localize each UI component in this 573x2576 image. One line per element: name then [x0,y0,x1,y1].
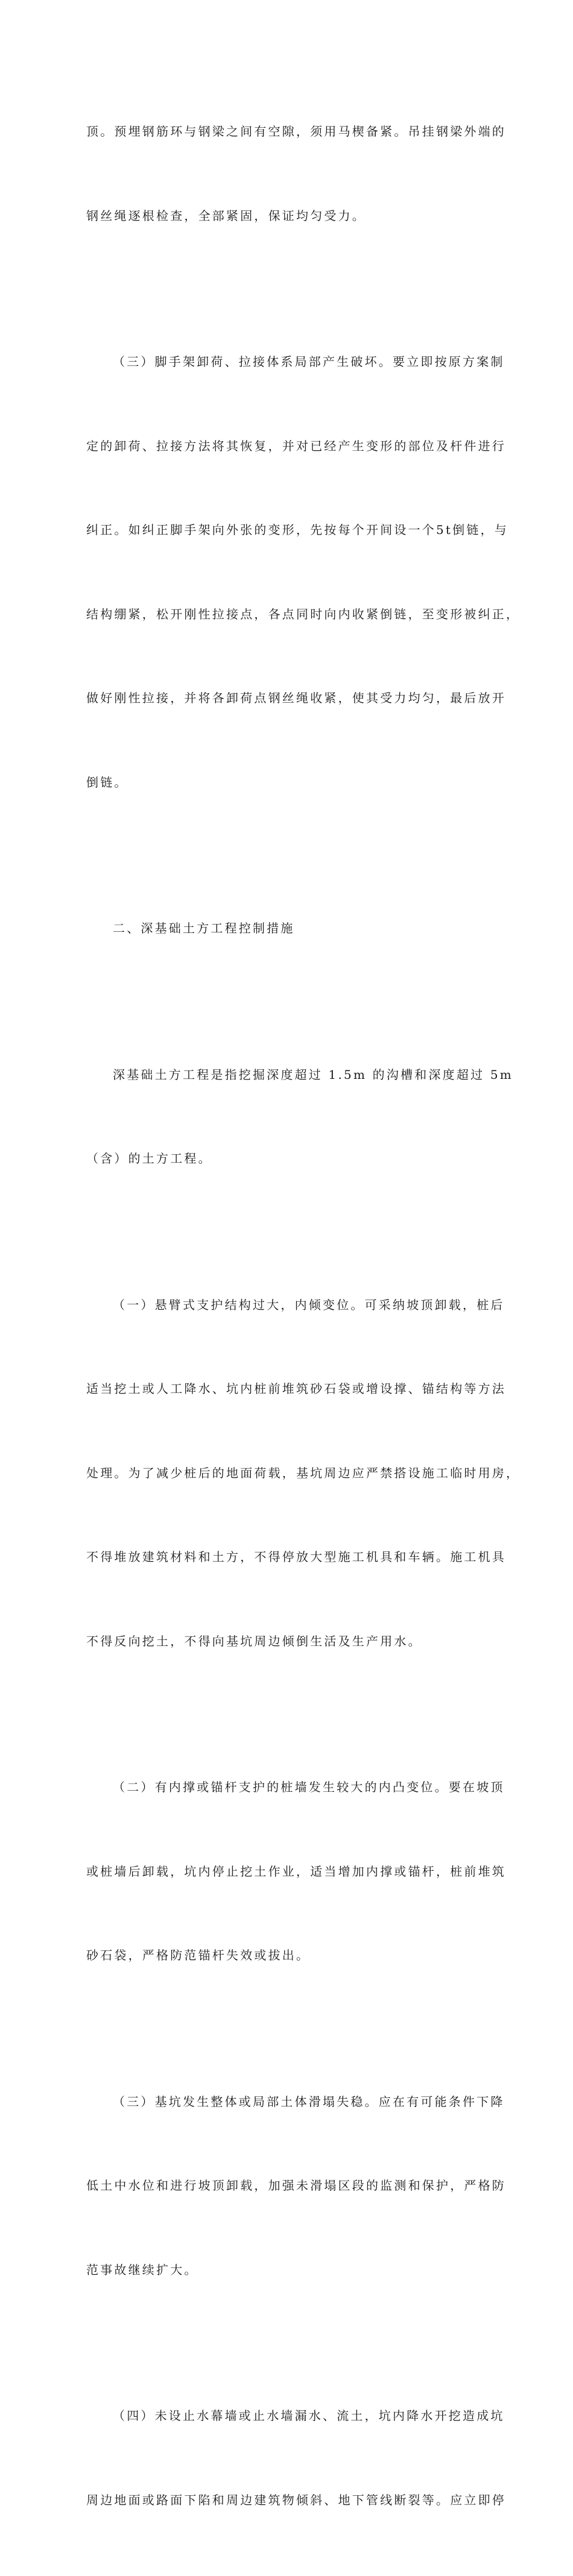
paragraph-definition [86,1005,513,1229]
text-line: 定的卸荷、拉接方法将其恢复，并对已经产生变形的部位及杆件进行 [86,438,506,453]
text-line: 砂石袋，严格防范锚杆失效或拔出。 [86,1948,311,1962]
text-line: 不得反向挖土，不得向基坑周边倾倒生活及生产用水。 [86,1633,422,1648]
text-line: （一）悬臂式支护结构过大，内倾变位。可采纳坡顶卸载，桩后 [113,1297,505,1312]
text-line: 或桩墙后卸载，坑内停止挖土作业，适当增加内撑或锚杆，桩前堆筑 [86,1864,506,1879]
text-line: （三）脚手架卸荷、拉接体系局部产生破坏。要立即按原方案制 [113,354,505,369]
text-line: 处理。为了减少桩后的地面荷载，基坑周边应严禁搭设施工临时用房， [86,1465,521,1480]
text-line: 顶。预埋钢筋环与钢梁之间有空隙，须用马楔备紧。吊挂钢梁外端的 [86,124,506,139]
paragraph-landslide [86,2032,506,2340]
text-line: 钢丝绳逐根检查，全部紧固，保证均匀受力。 [86,208,366,223]
text-line: 深基础土方工程是指挖掘深度超过 1.5m 的沟槽和深度超过 5m [113,1067,513,1082]
text-line: 周边地面或路面下陷和周边建筑物倾斜、地下管线断裂等。应立即停 [86,2492,506,2507]
text-line: 结构绷紧，松开刚性拉接点，各点同时向内收紧倒链，至变形被纠正， [86,606,521,621]
heading-text: 二、深基础土方工程控制措施 [113,921,295,935]
paragraph-continuation [86,61,506,286]
paragraph-cantilever [86,1235,521,1712]
text-line: （含）的土方工程。 [86,1151,212,1166]
text-line: 做好刚性拉接，并将各卸荷点钢丝绳收紧，使其受力均匀，最后放开 [86,691,506,705]
text-line: （四）未设止水幕墙或止水墙漏水、流土，坑内降水开挖造成坑 [113,2408,505,2423]
text-line: 纠正。如纠正脚手架向外张的变形，先按每个开间设一个5t倒链，与 [86,523,508,537]
section-heading [86,858,484,999]
text-line: 不得堆放建筑材料和土方，不得停放大型施工机具和车辆。施工机具 [86,1550,506,1564]
text-line: 低土中水位和进行坡顶卸载，加强未滑塌区段的监测和保护，严格防 [86,2178,506,2193]
document-body [86,61,521,2576]
paragraph-bracing [86,1717,506,2026]
text-line: （二）有内撑或锚杆支护的桩墙发生较大的内凸变位。要在坡顶 [113,1780,505,1794]
text-line: 范事故继续扩大。 [86,2262,198,2277]
paragraph-scaffold-repair [86,292,521,852]
text-line: （三）基坑发生整体或局部土体滑塌失稳。应在有可能条件下降 [113,2094,505,2109]
paragraph-leakage [86,2346,506,2570]
text-line: 适当挖土或人工降水、坑内桩前堆筑砂石袋或增设撑、锚结构等方法 [86,1381,506,1396]
text-line: 倒链。 [86,774,128,790]
